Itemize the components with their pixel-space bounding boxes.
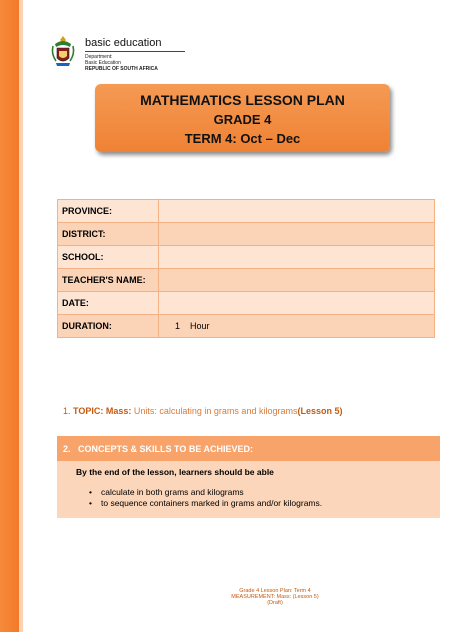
duration-field[interactable]: 1 Hour — [159, 315, 435, 338]
document-title: MATHEMATICS LESSON PLAN — [140, 92, 345, 108]
department-logo — [50, 34, 190, 74]
left-accent-bar — [0, 0, 19, 632]
grade-label: GRADE 4 — [213, 112, 272, 127]
date-field[interactable] — [159, 292, 435, 315]
table-row — [58, 223, 435, 246]
date-label: DATE: — [58, 292, 159, 315]
district-field[interactable] — [159, 223, 435, 246]
school-info-table — [57, 199, 435, 338]
duration-label: DURATION: — [58, 315, 159, 338]
district-label: DISTRICT: — [58, 223, 159, 246]
table-row — [58, 292, 435, 315]
logo-country: REPUBLIC OF SOUTH AFRICA — [85, 66, 158, 72]
page-footer — [200, 588, 350, 606]
footer-line-2: MEASUREMENT: Mass: (Lesson 5) — [231, 594, 319, 600]
logo-department-label: Department: — [85, 54, 113, 60]
logo-title: basic education — [85, 37, 162, 49]
teacher-name-field[interactable] — [159, 269, 435, 292]
table-row — [58, 246, 435, 269]
topic-lesson: (Lesson 5) — [297, 406, 343, 416]
topic-number: 1. — [63, 406, 71, 416]
term-label: TERM 4: Oct – Dec — [184, 131, 301, 146]
concepts-list — [89, 487, 322, 509]
footer-line-3: (Draft) — [267, 600, 283, 606]
table-row — [58, 200, 435, 223]
concepts-intro: By the end of the lesson, learners should be able — [76, 467, 274, 477]
footer-line-1: Grade 4 Lesson Plan: Term 4 — [239, 588, 311, 594]
school-field[interactable] — [159, 246, 435, 269]
list-item: • calculate in both grams and kilograms — [89, 487, 322, 498]
logo-divider — [85, 51, 185, 52]
list-item: • to sequence containers marked in grams and/or kilograms. — [89, 498, 322, 509]
table-row — [58, 269, 435, 292]
concepts-header — [57, 436, 440, 461]
coat-of-arms-icon — [50, 34, 76, 70]
topic-line — [63, 406, 342, 416]
left-accent-bar-edge — [19, 0, 23, 632]
table-row — [58, 315, 435, 338]
topic-label: TOPIC: Mass: — [73, 406, 132, 416]
concepts-section — [57, 436, 440, 518]
logo-department-name: Basic Education — [85, 60, 121, 66]
province-label: PROVINCE: — [58, 200, 159, 223]
school-label: SCHOOL: — [58, 246, 159, 269]
lesson-plan-title-box — [95, 84, 390, 152]
concepts-title: 2. CONCEPTS & SKILLS TO BE ACHIEVED: — [63, 444, 254, 454]
teacher-name-label: TEACHER'S NAME: — [58, 269, 159, 292]
topic-text: Units: calculating in grams and kilograms — [131, 406, 298, 416]
province-field[interactable] — [159, 200, 435, 223]
